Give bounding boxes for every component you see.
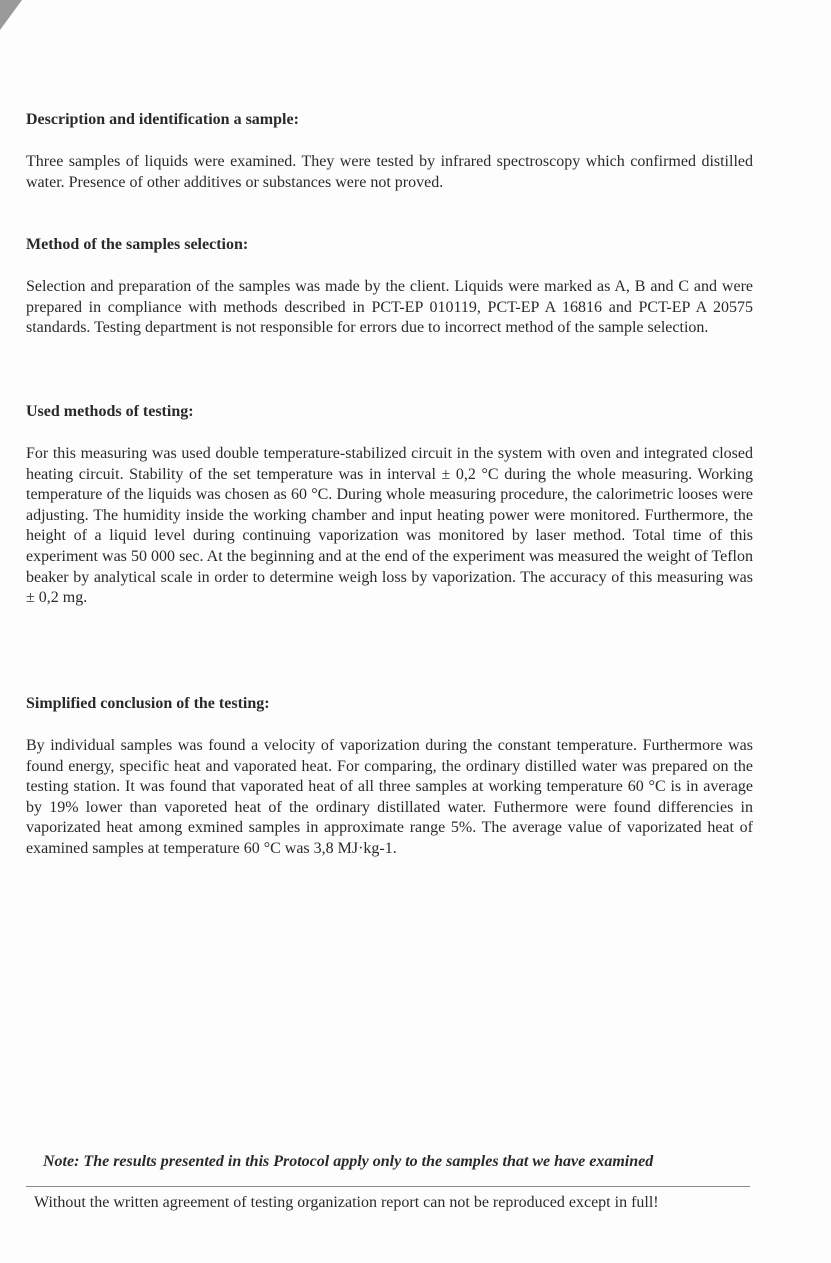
footer-divider	[26, 1186, 750, 1187]
reproduction-notice: Without the written agreement of testing organization report can not be reproduced except in full!	[34, 1194, 659, 1211]
paragraph-sample-selection: Selection and preparation of the samples was made by the client. Liquids were marked as A, B and C and were prepared in compliance with methods described in PCT-EP 010119, PCT-EP A 16816 and PCT-EP A 20575 standards. Testing department is not responsible for errors due to incorrect method of the sample selection.	[26, 278, 753, 337]
heading-sample-selection: Method of the samples selection:	[26, 236, 249, 253]
paragraph-sample-description: Three samples of liquids were examined. They were tested by infrared spectroscopy which confirmed distilled water. Presence of other additives or substances were not proved.	[26, 153, 753, 191]
heading-sample-description: Description and identification a sample:	[26, 111, 299, 128]
results-note: Note: The results presented in this Protocol apply only to the samples that we have examined	[43, 1153, 654, 1170]
paragraph-testing-methods: For this measuring was used double temperature-stabilized circuit in the system with oven and integrated closed heating circuit. Stability of the set temperature was in interval ± 0,2 °C during the whole measuring. Working temperature of the liquids was chosen as 60 °C. During whole measuring procedure, the calorimetric looses were adjusting. The humidity inside the working chamber and input heating power were monitored. Furthermore, the height of a liquid level during continuing vaporization was monitored by laser method. Total time of this experiment was 50 000 sec. At the beginning and at the end of the experiment was measured the weight of Teflon beaker by analytical scale in order to determine weigh loss by vaporization. The accuracy of this measuring was ± 0,2 mg.	[26, 445, 753, 607]
page-corner-mark	[0, 0, 22, 30]
heading-conclusion: Simplified conclusion of the testing:	[26, 695, 270, 712]
heading-testing-methods: Used methods of testing:	[26, 403, 194, 420]
paragraph-conclusion: By individual samples was found a velocity of vaporization during the constant temperature. Furthermore was found energy, specific heat and vaporated heat. For comparing, the ordinary distilled water was prepared on the testing station. It was found that vaporated heat of all three samples at working temperature 60 °C is in average by 19% lower than vaporeted heat of the ordinary distillated water. Futhermore were found differencies in vaporizated heat among exmined samples in approximate range 5%. The average value of vaporizated heat of examined samples at temperature 60 °C was 3,8 MJ·kg-1.	[26, 737, 753, 857]
